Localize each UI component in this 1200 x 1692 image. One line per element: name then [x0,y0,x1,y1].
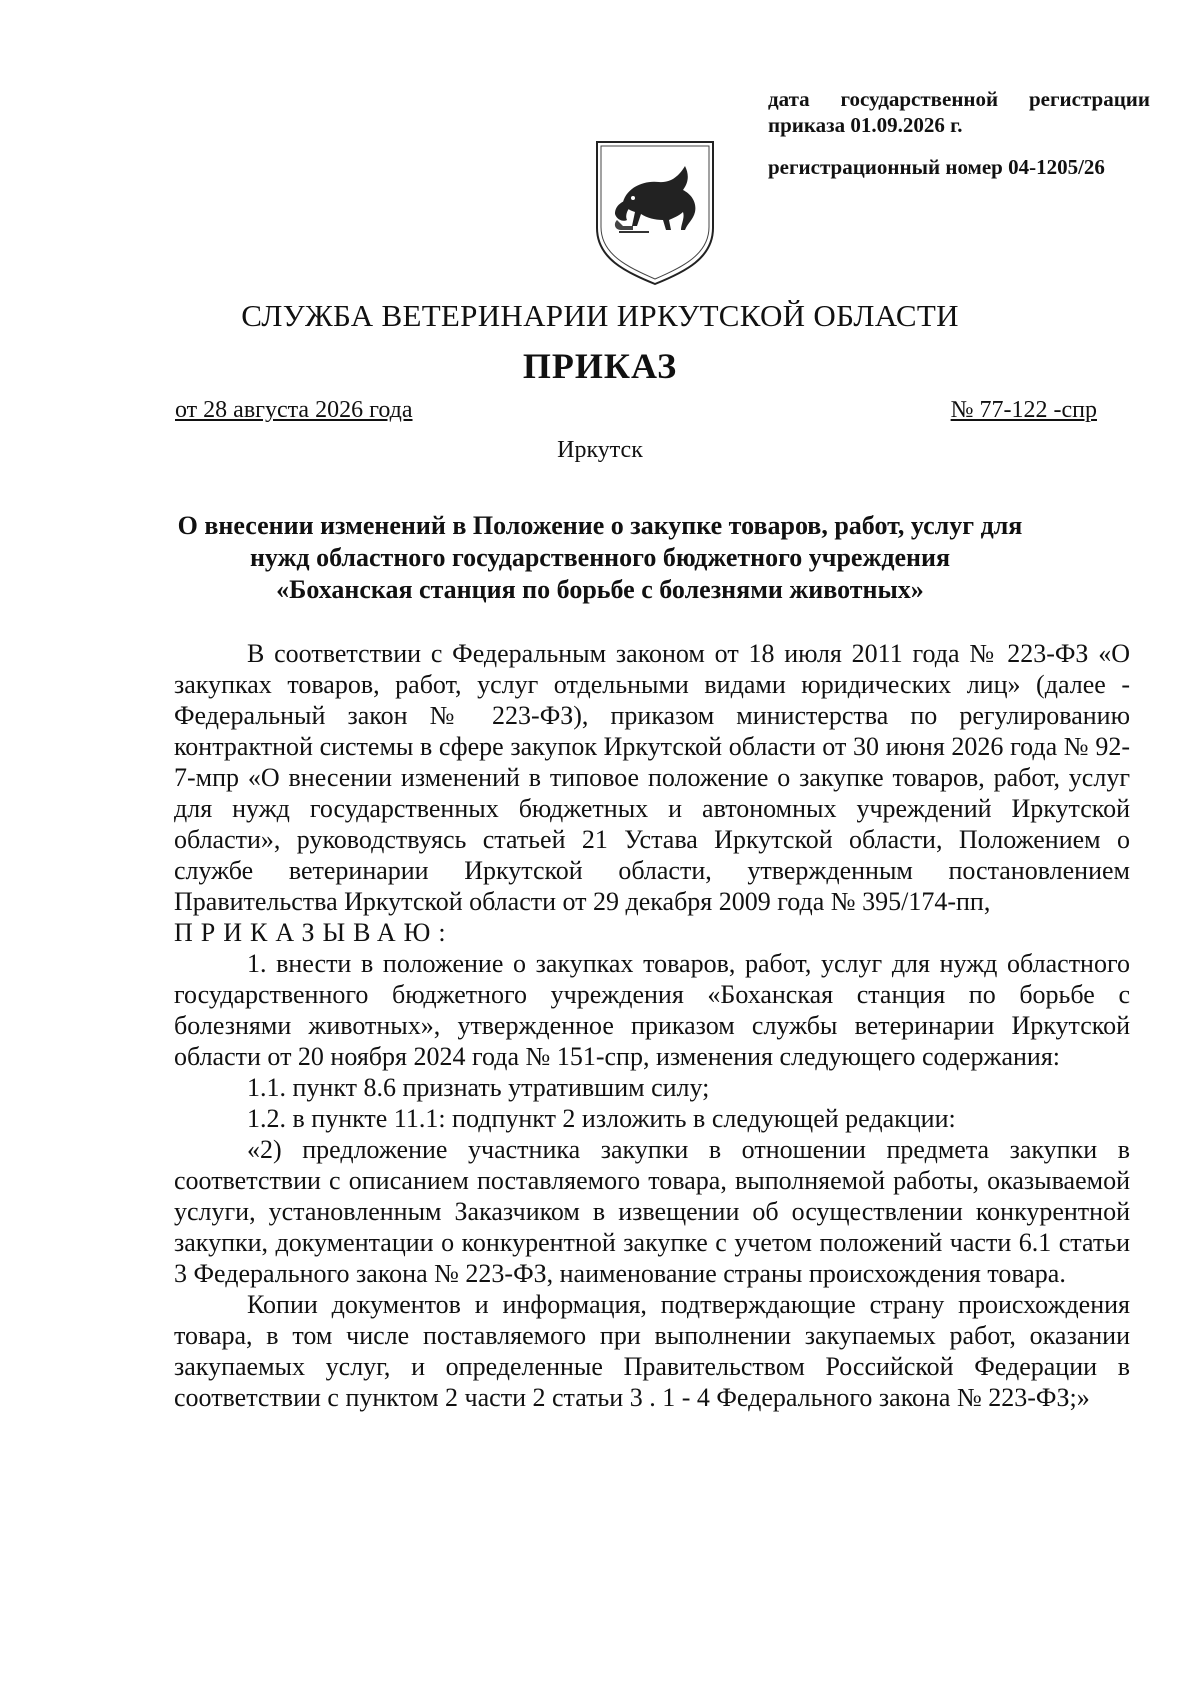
preamble-paragraph: В соответствии с Федеральным законом от 18 июля 2011 года № 223-ФЗ «О закупках товаров, работ, услуг отдельными видами юридических лиц» (далее - Федеральный закон № 223-ФЗ), приказом министерства по регулированию контрактной системы в сфере закупок Иркутской области от 30 июня 2026 года № 92-7-мпр «О внесении изменений в типовое положение о закупке товаров, работ, услуг для нужд государственных бюджетных и автономных учреждений Иркутской области», руководствуясь статьей 21 Устава Иркутской области, Положением о службе ветеринарии Иркутской области, утвержденным постановлением Правительства Иркутской области от 29 декабря 2009 года № 395/174-пп, [174,639,1130,916]
date-number-row [175,397,1097,424]
registration-label-word: дата [768,87,810,111]
registration-number: регистрационный номер 04-1205/26 [768,155,1105,179]
registration-stamp [768,86,1150,180]
irkutsk-coat-of-arms-icon [593,140,717,286]
registration-label-word: регистрации [1028,87,1150,111]
registration-label [768,86,1150,112]
item-1-paragraph: 1. внести в положение о закупках товаров, работ, услуг для нужд областного государственного бюджетного учреждения «Боханская станция по борьбе с болезнями животных», утвержденное приказом службы ветеринарии Иркутской области от 20 ноября 2024 года № 151-спр, изменения следующего содержания: [174,949,1130,1071]
registration-date: приказа 01.09.2026 г. [768,113,963,137]
quoted-subparagraph-2: «2) предложение участника закупки в отношении предмета закупки в соответствии с описанием поставляемого товара, выполняемой работы, оказываемой услуги, установленным Заказчиком в извещении об осуществлении конкурентной закупки, документации о конкурентной закупке с учетом положений части 6.1 статьи 3 Федерального закона № 223-ФЗ, наименование страны происхождения товара. [174,1135,1130,1288]
item-1-1-paragraph: 1.1. пункт 8.6 признать утратившим силу; [247,1073,710,1102]
document-type: ПРИКАЗ [522,346,678,386]
document-title [160,510,1040,606]
document-body [174,638,1130,1413]
order-number: № 77-122 -спр [950,397,1097,423]
title-line: «Боханская станция по борьбе с болезнями животных» [276,575,924,604]
registration-label-word: государственной [840,87,999,111]
title-line: нужд областного государственного бюджетного учреждения [249,543,951,572]
city: Иркутск [557,437,643,463]
item-1-2-paragraph: 1.2. в пункте 11.1: подпункт 2 изложить в следующей редакции: [247,1104,956,1133]
orders-heading: ПРИКАЗЫВАЮ: [174,918,454,947]
title-line: О внесении изменений в Положение о закупке товаров, работ, услуг для [177,511,1023,540]
quoted-paragraph-copies: Копии документов и информация, подтверждающие страну происхождения товара, в том числе поставляемого при выполнении закупаемых работ, оказании закупаемых услуг, и определенные Правительством Российской Федерации в соответствии с пунктом 2 части 2 статьи 3 . 1 - 4 Федерального закона № 223-ФЗ;» [174,1290,1130,1412]
order-date: от 28 августа 2026 года [175,397,413,423]
organization-name: СЛУЖБА ВЕТЕРИНАРИИ ИРКУТСКОЙ ОБЛАСТИ [241,298,959,333]
